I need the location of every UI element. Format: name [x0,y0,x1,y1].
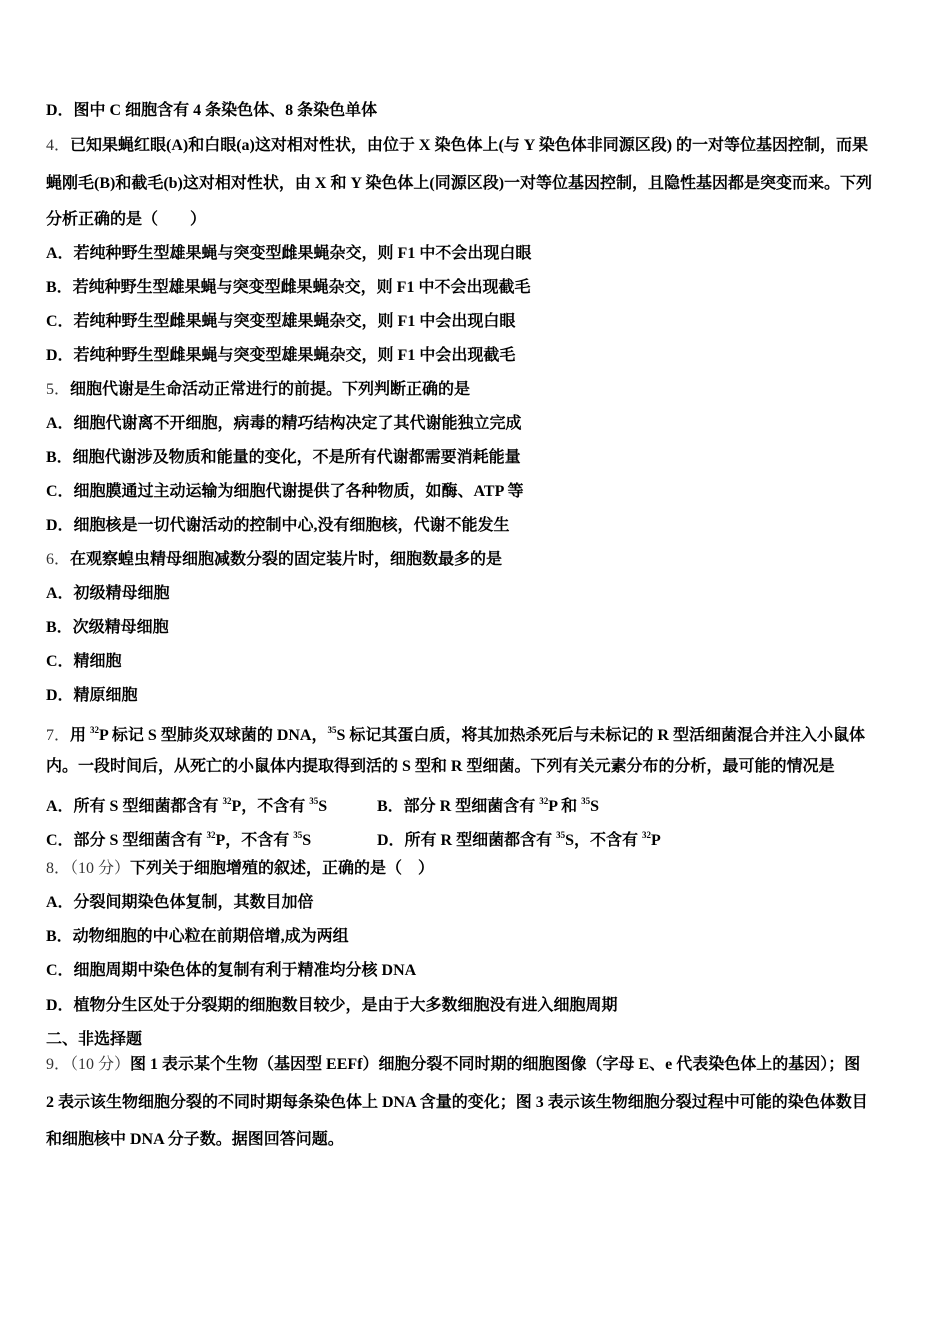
text-segment: D．细胞核是一切代谢活动的控制中心,没有细胞核，代谢不能发生 [46,517,510,534]
question-number: 5． [46,381,71,398]
text-segment: D．若纯种野生型雌果蝇与突变型雄果蝇杂交，则 F1 中会出现截毛 [46,347,516,364]
text-line [46,380,470,400]
text-line [46,652,122,672]
text-segment: P 标记 S 型肺炎双球菌的 DNA， [99,727,328,744]
text-segment: 图 1 表示某个生物（基因型 EEFf）细胞分裂不同时期的细胞图像（字母 E、e 代表染色体上的基因）；图 [130,1056,861,1073]
question-number: 8． [46,860,71,877]
text-segment: B．部分 R 型细菌含有 [377,798,540,815]
text-segment: B．动物细胞的中心粒在前期倍增,成为两组 [46,928,349,945]
text-segment: P，不含有 [231,798,310,815]
text-segment: 蝇刚毛(B)和截毛(b)这对相对性状，由 X 和 Y 染色体上(同源区段)一对等位基因控制，且隐性基因都是突变而来。下列 [46,175,873,192]
text-line [46,1030,142,1050]
text-segment: P [651,832,661,849]
text-line [46,618,169,638]
text-line [46,757,834,777]
text-segment: P，不含有 [215,832,294,849]
question-number: 9． [46,1056,71,1073]
text-segment: B．若纯种野生型雄果蝇与突变型雌果蝇杂交，则 F1 中不会出现截毛 [46,279,531,296]
superscript: 35 [581,796,591,806]
text-segment: A．初级精母细胞 [46,585,170,602]
superscript: 35 [309,796,319,806]
text-line [46,791,600,817]
text-segment: D．精原细胞 [46,687,138,704]
text-segment: S [302,832,312,849]
text-segment: 细胞代谢是生命活动正常进行的前提。下列判断正确的是 [70,381,471,398]
superscript: 32 [222,796,232,806]
text-line [46,961,416,981]
text-segment: 和细胞核中 DNA 分子数。据图回答问题。 [46,1131,344,1148]
text-segment: D．图中 C 细胞含有 4 条染色体、8 条染色单体 [46,102,378,119]
superscript: 35 [327,725,337,735]
option-column-2 [377,825,661,851]
text-line [46,859,434,879]
text-line [46,448,521,468]
text-line [46,101,377,121]
text-segment: 二、非选择题 [46,1031,143,1048]
superscript: 32 [642,830,652,840]
text-segment: C．部分 S 型细菌含有 [46,832,207,849]
text-segment: A．若纯种野生型雄果蝇与突变型雌果蝇杂交，则 F1 中不会出现白眼 [46,245,532,262]
text-line [46,550,502,570]
text-segment: S，不含有 [565,832,643,849]
text-line [46,482,524,502]
text-segment: D．所有 R 型细菌都含有 [377,832,557,849]
text-segment: C．精细胞 [46,653,122,670]
text-line [46,584,170,604]
text-line [46,927,349,947]
superscript: 32 [206,830,216,840]
text-line [46,174,872,194]
text-segment: 已知果蝇红眼(A)和白眼(a)这对相对性状，由位于 X 染色体上(与 Y 染色体非同源区段) 的一对等位基因控制，而果 [70,137,869,154]
text-line [46,996,618,1016]
text-segment: 分析正确的是（ ） [46,211,207,228]
option-column-2 [377,791,599,817]
question-number: 4． [46,137,71,154]
text-line [46,516,510,536]
text-segment: A．分裂间期染色体复制，其数目加倍 [46,894,314,911]
question-number: （10 分） [70,1056,131,1073]
text-line [46,686,138,706]
text-segment: B．细胞代谢涉及物质和能量的变化，不是所有代谢都需要消耗能量 [46,449,521,466]
text-segment: C．细胞周期中染色体的复制有利于精准均分核 DNA [46,962,417,979]
text-segment: S 标记其蛋白质，将其加热杀死后与未标记的 R 型活细菌混合并注入小鼠体 [336,727,865,744]
text-line [46,312,515,332]
text-line [46,414,522,434]
text-line [46,893,314,913]
text-segment: A．所有 S 型细菌都含有 [46,798,223,815]
text-line [46,720,865,746]
text-line [46,1055,860,1075]
superscript: 32 [539,796,549,806]
superscript: 35 [293,830,303,840]
text-segment: 内。一段时间后，从死亡的小鼠体内提取得到活的 S 型和 R 型细菌。下列有关元素分布的分析，最可能的情况是 [46,758,835,775]
text-segment: B．次级精母细胞 [46,619,169,636]
text-line [46,210,206,230]
text-line [46,825,661,851]
text-segment: 2 表示该生物细胞分裂的不同时期每条染色体上 DNA 含量的变化；图 3 表示该生物细胞分裂过程中可能的染色体数目 [46,1094,868,1111]
text-segment: 用 [70,727,91,744]
text-line [46,244,531,264]
text-segment: 下列关于细胞增殖的叙述，正确的是（ ） [130,860,435,877]
text-segment: P 和 [548,798,582,815]
question-number: （10 分） [70,860,131,877]
text-line [46,278,530,298]
text-segment: C．细胞膜通过主动运输为细胞代谢提供了各种物质，如酶、ATP 等 [46,483,524,500]
text-segment: S [590,798,600,815]
text-segment: D．植物分生区处于分裂期的细胞数目较少，是由于大多数细胞没有进入细胞周期 [46,997,618,1014]
text-segment: C．若纯种野生型雌果蝇与突变型雄果蝇杂交，则 F1 中会出现白眼 [46,313,516,330]
question-number: 7． [46,727,71,744]
text-segment: 在观察蝗虫精母细胞减数分裂的固定装片时，细胞数最多的是 [70,551,503,568]
text-segment: A．细胞代谢离不开细胞，病毒的精巧结构决定了其代谢能独立完成 [46,415,522,432]
text-line [46,346,515,366]
text-line [46,1130,344,1150]
superscript: 35 [556,830,566,840]
text-line [46,1093,868,1113]
text-segment: S [318,798,328,815]
superscript: 32 [90,725,100,735]
text-line [46,136,868,156]
question-number: 6． [46,551,71,568]
